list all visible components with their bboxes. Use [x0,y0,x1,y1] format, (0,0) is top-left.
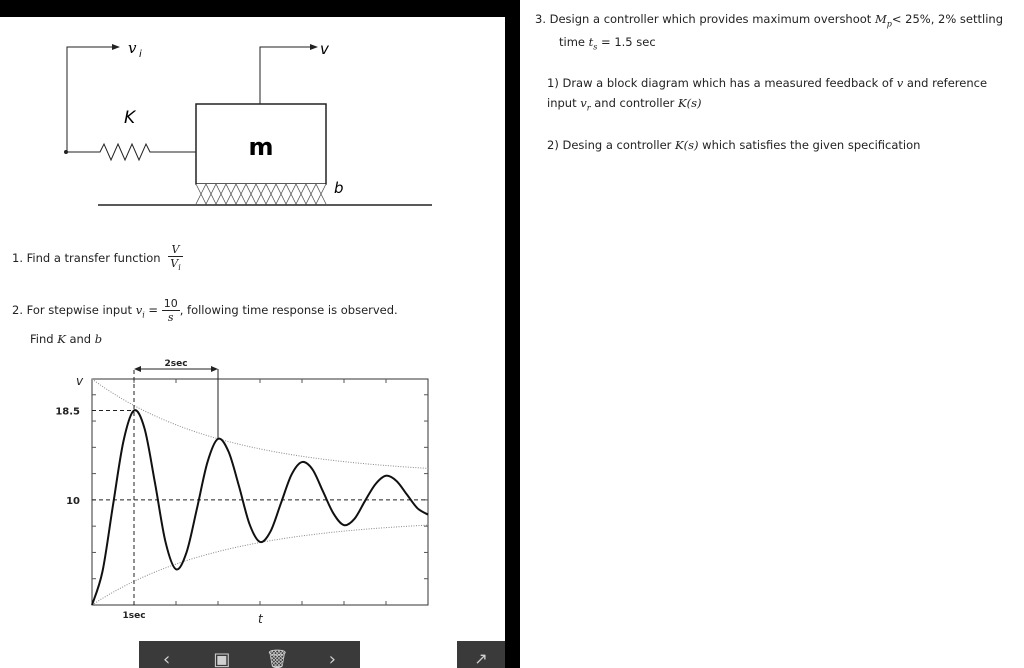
q3-1-suffix: and reference [906,76,988,90]
input-label: v [128,39,137,57]
y-tick-label: 18.5 [55,406,80,418]
response-curve [92,410,428,605]
q2-fraction [162,297,180,324]
step-response-chart [40,355,440,630]
q1-denominator: V [170,257,179,270]
plot-frame [92,379,428,605]
q3-1-mid: and controller [594,96,675,110]
q3-1-vr: v [580,96,587,110]
question-2-line2 [30,332,102,346]
top-black-bar [0,0,505,17]
q3-2-suffix: which satisfies the given specification [702,138,921,152]
delete-icon[interactable]: 🗑 [265,649,289,668]
damper-label: b [334,179,344,197]
period-arrow-left [134,366,141,372]
page-divider [505,0,520,668]
q2-suffix: , following time response is observed. [179,303,398,317]
q3-1-text: 1) Draw a block diagram which has a measured feedback of [547,76,894,90]
q3-spec: < 25%, 2% settling [891,12,1004,26]
y-tick-label: 10 [66,495,80,507]
q2-b: b [94,332,103,346]
question-3-line2 [559,35,656,51]
q3-time: time [559,35,585,49]
question-1 [12,243,183,274]
q3-ts: t [588,35,594,49]
question-3-1-line2 [547,96,702,112]
spring [66,144,196,160]
q3-mp: M [874,12,887,26]
q1-numerator: V [168,243,183,257]
peak-time-label: 1sec [122,611,146,621]
lower-envelope [92,525,428,605]
back-icon[interactable]: ‹ [163,649,171,668]
input-label-sub: i [139,49,142,60]
q1-denominator-sub: i [178,263,181,273]
q2-text: 2. For stepwise input [12,303,133,317]
q2-k: K [57,332,66,346]
q2-numerator: 10 [163,297,178,310]
q3-ts-sub: s [593,42,598,52]
q2-eq: = [148,303,159,317]
q3-ts-value: = 1.5 sec [601,35,656,49]
forward-icon[interactable]: › [328,649,336,668]
q2-and: and [69,332,92,346]
viewer-toolbar [139,641,360,668]
output-line [260,47,312,104]
spring-label: K [124,108,136,128]
q2-var: v [135,303,143,317]
q2-var-sub: i [142,310,145,320]
q3-1-vr-sub: r [586,103,591,113]
q3-2-text: 2) Desing a controller [547,138,672,152]
q1-text: 1. Find a transfer function [12,251,161,266]
mass-spring-damper-diagram [0,17,505,217]
y-axis-label: v [76,374,84,388]
input-arrowhead [112,44,120,50]
q2-denominator: s [167,311,174,324]
q3-1-input: input [547,96,577,110]
question-3-2 [547,138,920,152]
q3-text: 3. Design a controller which provides maximum overshoot [535,12,872,26]
q3-1-var: v [896,76,904,90]
question-2 [12,297,398,324]
q1-fraction [168,243,183,274]
output-label: v [320,40,329,58]
q3-1-k: K(s) [678,96,702,110]
q3-mp-sub: p [886,19,892,29]
period-label: 2sec [164,359,188,369]
save-icon[interactable]: ▣ [213,649,231,668]
x-axis-label: t [258,612,263,626]
input-line [67,47,115,152]
question-3-line1 [535,12,1003,28]
mass-label: m [248,133,274,161]
output-arrowhead [310,44,318,50]
period-arrow-right [211,366,218,372]
question-3-1-line1 [547,76,987,90]
expand-icon[interactable]: ↗ [457,641,505,668]
q2-find: Find [30,332,54,346]
q3-2-k: K(s) [675,138,699,152]
